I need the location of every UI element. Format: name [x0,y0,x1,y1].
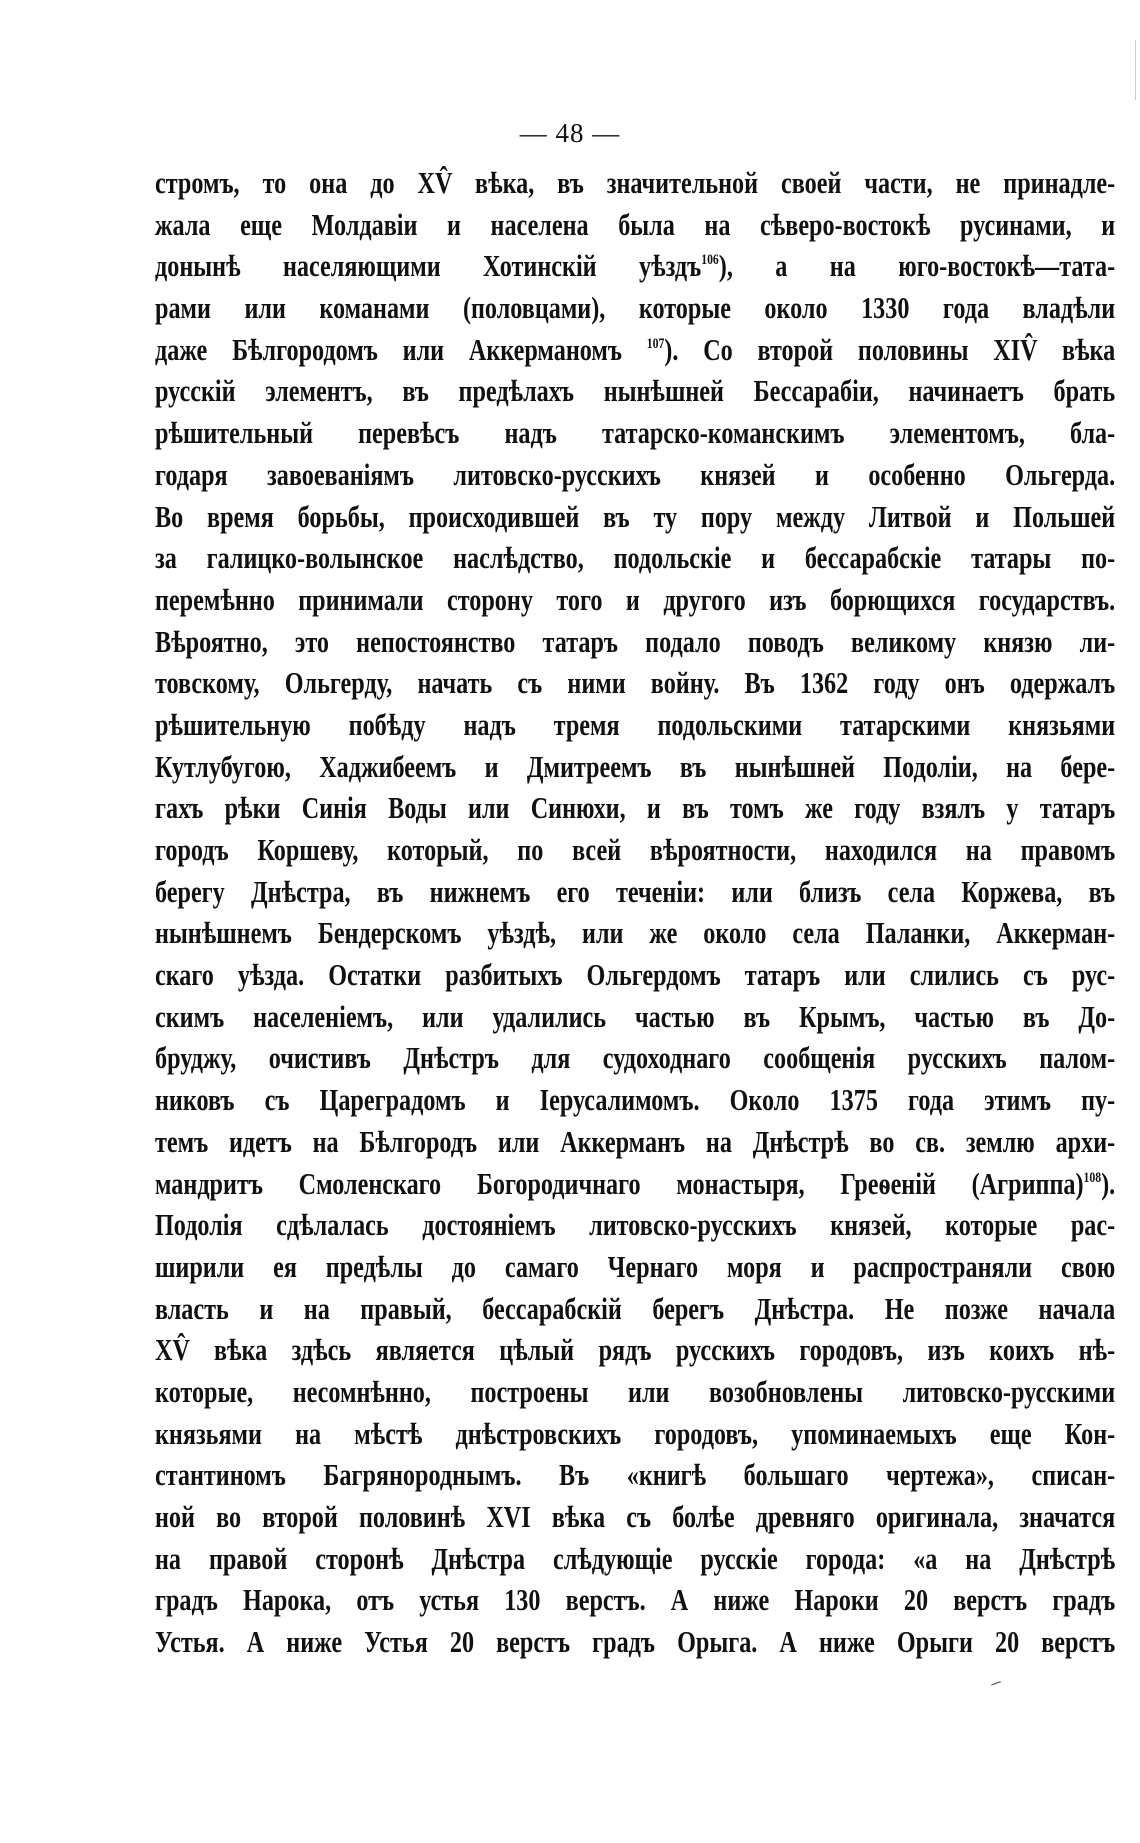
text-line: стромъ, то она до XV̂ вѣка, въ значительной своей части, не принадле- [155,165,1116,200]
text-line: темъ идетъ на Бѣлгородъ или Аккерманъ на Днѣстрѣ во св. землю архи- [155,1123,1116,1159]
text-line: стантиномъ Багрянороднымъ. Въ «книгѣ большаго чертежа», списан- [155,1457,1116,1493]
text-line: никовъ съ Цареградомъ и Іерусалимомъ. Около 1375 года этимъ пу- [155,1082,1116,1118]
text-line: берегу Днѣстра, въ нижнемъ его теченіи: или близъ села Коржева, въ [155,873,1116,909]
page-edge-mark [1135,40,1136,100]
line-text: даже Бѣлгородомъ или Аккерманомъ [155,331,647,367]
text-line: городъ Коршеву, который, по всей вѣроятности, находился на правомъ [155,832,1116,867]
text-line: рѣшительный перевѣсъ надъ татарско-команскимъ элементомъ, бла- [155,415,1116,451]
text-line: скаго уѣзда. Остатки разбитыхъ Ольгердомъ татаръ или слились съ рус- [155,957,1116,993]
text-line: рѣшительную побѣду надъ тремя подольскими татарскими князьями [155,706,1116,742]
text-line: Подолія сдѣлалась достояніемъ литовско-русскихъ князей, которые рас- [155,1207,1116,1243]
text-line [155,329,1115,371]
text-line: нынѣшнемъ Бендерскомъ уѣздѣ, или же около села Паланки, Аккерман- [155,915,1116,951]
text-line: князьями на мѣстѣ днѣстровскихъ городовъ, упоминаемыхъ еще Кон- [155,1415,1116,1451]
footnote-ref: 108 [1083,1169,1102,1186]
line-text-after: ), а на юго-востокѣ—тата- [718,248,1116,284]
text-line: ной во второй половинѣ XVI вѣка съ болѣе древняго оригинала, значатся [155,1499,1116,1534]
line-text-after: ). Со второй половины XIV̂ вѣка [664,331,1116,367]
text-line: на правой сторонѣ Днѣстра слѣдующіе русскіе города: «а на Днѣстрѣ [155,1540,1116,1576]
text-line: XV̂ вѣка здѣсь является цѣлый рядъ русскихъ городовъ, изъ коихъ нѣ- [155,1332,1116,1368]
footnote-ref: 106 [701,252,719,269]
text-line: бруджу, очистивъ Днѣстръ для судоходнаго сообщенія русскихъ палом- [155,1040,1116,1076]
text-line [155,245,1115,287]
line-text: донынѣ населяющими Хотинскій уѣздъ [155,248,702,284]
text-line: годаря завоеваніямъ литовско-русскихъ князей и особенно Ольгерда. [155,456,1116,492]
printer-mark [989,1676,1001,1686]
text-line: жала еще Молдавіи и населена была на сѣверо-востокѣ русинами, и [155,206,1116,242]
text-line: Кутлубугою, Хаджибеемъ и Дмитреемъ въ нынѣшней Подоліи, на бере- [155,748,1116,784]
line-text-after: ). [1101,1165,1116,1201]
text-line: товскому, Ольгерду, начать съ ними войну. Въ 1362 году онъ одержалъ [155,665,1116,701]
text-line: рами или команами (половцами), которые около 1330 года владѣли [155,290,1116,326]
text-line: Во время борьбы, происходившей въ ту пору между Литвой и Польшей [155,498,1116,534]
text-line: которые, несомнѣнно, построены или возобновлены литовско-русскими [155,1373,1116,1409]
text-line: градъ Нарока, отъ устья 130 верстъ. А ниже Нароки 20 верстъ градъ [155,1582,1116,1618]
text-line: русскій элементъ, въ предѣлахъ нынѣшней Бессарабіи, начинаетъ брать [155,373,1116,409]
text-line: Вѣроятно, это непостоянство татаръ подало поводъ великому князю ли- [155,623,1116,659]
text-line: Устья. А ниже Устья 20 верстъ градъ Орыга. А ниже Орыги 20 верстъ [155,1624,1116,1660]
text-line: за галицко-волынское наслѣдство, подольскіе и бессарабскіе татары по- [155,540,1116,576]
body-text [155,162,1115,1663]
text-line: гахъ рѣки Синія Воды или Синюхи, и въ томъ же году взялъ у татаръ [155,790,1116,826]
text-line: перемѣнно принимали сторону того и другого изъ борющихся государствъ. [155,581,1116,617]
footnote-ref: 107 [646,335,665,352]
line-text: мандритъ Смоленскаго Богородичнаго монастыря, Греѳеній (Агриппа) [155,1165,1084,1201]
text-line: скимъ населеніемъ, или удалились частью въ Крымъ, частью въ До- [155,998,1116,1034]
text-line: ширили ея предѣлы до самаго Чернаго моря и распространяли свою [155,1248,1116,1284]
text-line [155,1163,1115,1205]
text-line: власть и на правый, бессарабскій берегъ Днѣстра. Не позже начала [155,1290,1116,1326]
page-number: — 48 — [519,118,621,148]
